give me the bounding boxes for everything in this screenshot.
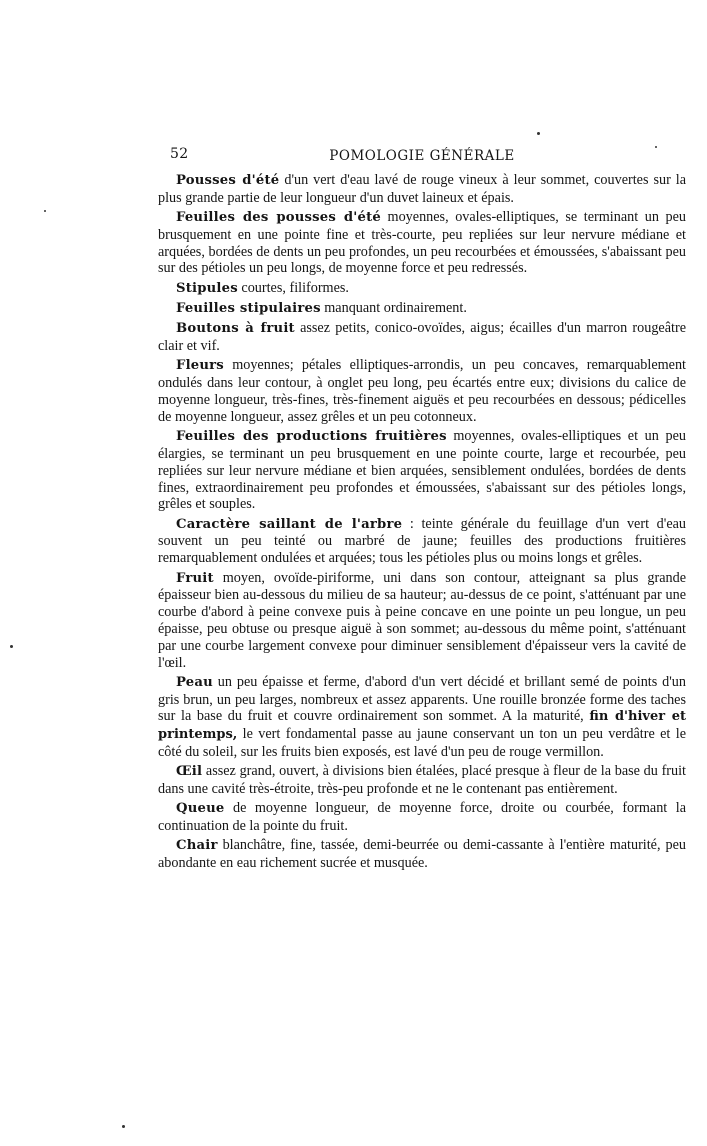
running-head: POMOLOGIE GÉNÉRALE: [329, 148, 515, 164]
paragraph-text: d'un vert d'eau lavé de rouge vineux à leur sommet, couvertes sur la plus grande partie de leur longueur d'un duvet laineux et épais.: [158, 172, 687, 206]
paragraph-lead: Pousses d'été: [176, 173, 280, 188]
paragraph-text: : teinte générale du feuillage d'un vert d'eau souvent un peu teinté ou marbré de jaune; feuilles des productions fruitières remarquablement ondulées et arquées; tous les pétioles plus ou moins longs et grêles.: [158, 515, 687, 567]
scan-speck: [655, 146, 657, 148]
maturity-period: fin d'hiver et printemps,: [158, 709, 686, 743]
page-header: [158, 142, 686, 172]
paragraph-lead: Queue: [176, 801, 225, 817]
paragraph-feuilles-productions: [158, 428, 686, 513]
page-content: [158, 142, 686, 875]
paragraph-lead: Fleurs: [176, 358, 224, 374]
paragraph-lead: Œil: [176, 764, 203, 780]
paragraph-stipules: [158, 280, 686, 298]
scan-speck: [44, 210, 46, 212]
paragraph-lead: Peau: [176, 674, 213, 690]
paragraph-fruit: [158, 570, 686, 672]
paragraph-text: blanchâtre, fine, tassée, demi-beurrée ou demi-cassante à l'entière maturité, peu abondante en eau richement sucrée et musquée.: [158, 837, 686, 872]
page-number: 52: [170, 146, 189, 162]
paragraph-chair: [158, 837, 686, 872]
paragraph-fleurs: [158, 357, 686, 425]
paragraph-caractere: [158, 516, 686, 567]
paragraph-text: courtes, filiformes.: [237, 279, 349, 296]
paragraph-lead: Feuilles des productions fruitières: [176, 429, 447, 445]
paragraph-text: manquant ordinairement.: [320, 300, 467, 317]
paragraph-oeil: [158, 763, 686, 798]
paragraph-lead: Caractère saillant de l'arbre: [176, 516, 403, 532]
paragraph-lead: Chair: [176, 838, 218, 854]
paragraph-lead: Feuilles stipulaires: [176, 301, 321, 317]
scan-speck: [122, 1125, 125, 1128]
paragraph-queue: [158, 800, 686, 835]
paragraph-text: le vert fondamental passe au jaune conservant un ton un peu verdâtre et le côté du soleil, sur les fruits bien exposés, est lavé d'un peu de rouge vermillon.: [158, 726, 686, 760]
paragraph-text: moyen, ovoïde-piriforme, uni dans son contour, atteignant sa plus grande épaisseur bien au-dessous du milieu de sa hauteur; au-dessus de ce point, s'atténuant par une courbe d'abord à peine convexe puis à peine concave en une pointe un peu longue, un peu épaisse, peu obtuse ou presque aiguë à son sommet; au-dessous du même point, s'atténuant par une courbe largement convexe pour diminuer sensiblement d'épaisseur vers la cavité de l'œil.: [158, 569, 686, 671]
paragraph-text: un peu épaisse et ferme, d'abord d'un vert décidé et brillant semé de points d'un gris brun, un peu larges, nombreux et assez apparents. Une rouille bronzée forme des taches sur la base du fruit et couvre ordinairement son sommet. A la maturité,: [158, 673, 686, 725]
paragraph-lead: Fruit: [176, 570, 214, 586]
paragraph-lead: Feuilles des pousses d'été: [176, 210, 381, 226]
scan-speck: [537, 132, 540, 135]
paragraph-text: moyennes, ovales-elliptiques et un peu élargies, se terminant un peu brusquement en une pointe courte, large et recourbée, peu repliées sur leur nervure médiane et bien arquées, sensiblement ondulées, bordées de dents fines, extraordinairement peu profondes et émoussées, s'abaissant sur des pétioles longs, grêles et souples.: [158, 428, 686, 513]
paragraph-feuilles-pousses: [158, 209, 686, 277]
paragraph-lead: Stipules: [176, 280, 238, 296]
paragraph-lead: Boutons à fruit: [176, 321, 295, 337]
paragraph-pousses: [158, 172, 686, 207]
paragraph-text: assez grand, ouvert, à divisions bien étalées, placé presque à fleur de la base du fruit dans une cavité très-étroite, très-peu profonde et ne le contenant pas entièrement.: [158, 763, 686, 798]
scan-speck: [10, 645, 13, 648]
paragraph-boutons: [158, 320, 686, 355]
paragraph-peau: [158, 674, 686, 761]
paragraph-text: moyennes, ovales-elliptiques, se terminant un peu brusquement en une pointe fine et très-courte, peu repliées sur leur nervure médiane et arquées, bordées de dents un peu profondes, un peu recourbées et émoussées, s'abaissant peu sur des pétioles un peu longs, de moyenne force et peu redressés.: [158, 209, 686, 277]
paragraph-text: assez petits, conico-ovoïdes, aigus; écailles d'un marron rougeâtre clair et vif.: [158, 320, 686, 355]
paragraph-feuilles-stipulaires: [158, 300, 686, 318]
paragraph-text: moyennes; pétales elliptiques-arrondis, un peu concaves, remarquablement ondulés dans leur contour, à onglet peu long, peu écartés entre eux; divisions du calice de moyenne longueur, très-fines, très-finement aiguës et peu recourbées en dessous; pédicelles de moyenne longueur, assez grêles et un peu cotonneux.: [158, 357, 686, 425]
paragraph-text: de moyenne longueur, de moyenne force, droite ou courbée, formant la continuation de la pointe du fruit.: [158, 800, 686, 835]
